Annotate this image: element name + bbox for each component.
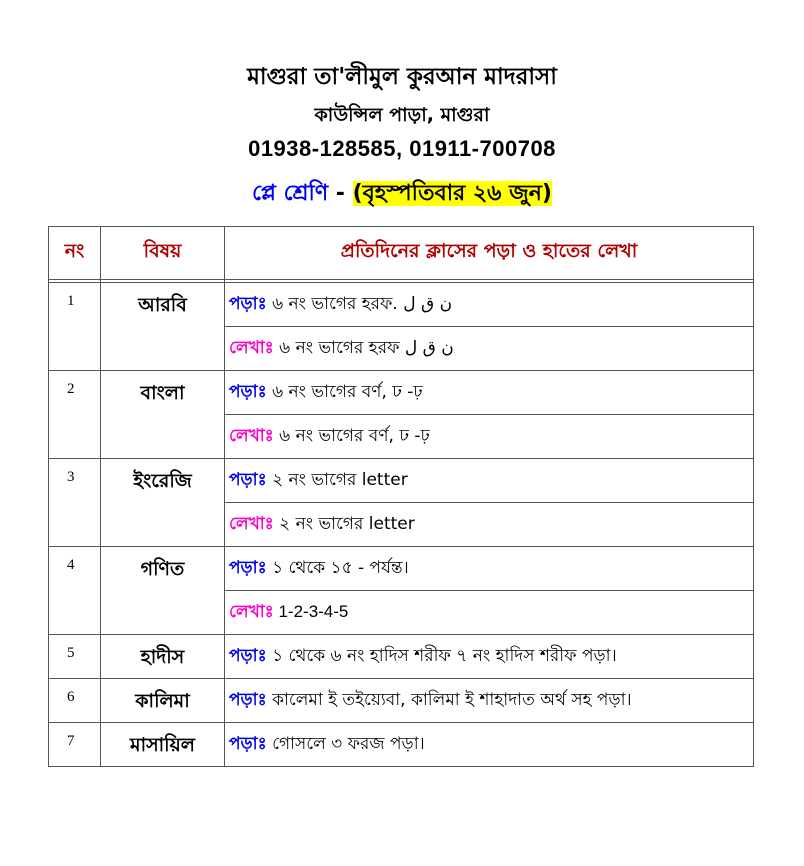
subject-name: ইংরেজি xyxy=(101,459,225,547)
writing-label: লেখাঃ xyxy=(229,601,274,622)
reading-label: পড়াঃ xyxy=(229,293,267,314)
reading-task xyxy=(225,371,754,415)
writing-label: লেখাঃ xyxy=(229,513,274,534)
row-number: 7 xyxy=(49,723,101,767)
reading-task xyxy=(225,679,754,723)
table-row xyxy=(49,371,754,415)
row-number: 2 xyxy=(49,371,101,459)
reading-text: গোসলে ৩ ফরজ পড়া। xyxy=(266,733,425,754)
reading-label: পড়াঃ xyxy=(229,689,267,710)
reading-label: পড়াঃ xyxy=(229,645,267,666)
header-number: নং xyxy=(49,227,101,280)
header-daily-work: প্রতিদিনের ক্লাসের পড়া ও হাতের লেখা xyxy=(225,227,754,280)
writing-task xyxy=(225,327,754,371)
writing-label: লেখাঃ xyxy=(229,337,274,358)
reading-task xyxy=(225,723,754,767)
reading-label: পড়াঃ xyxy=(229,557,267,578)
row-number: 4 xyxy=(49,547,101,635)
phone-numbers: 01938-128585, 01911-700708 xyxy=(248,136,556,161)
row-number: 3 xyxy=(49,459,101,547)
reading-task xyxy=(225,459,754,503)
table-row xyxy=(49,635,754,679)
reading-task xyxy=(225,283,754,327)
title-separator: - xyxy=(328,181,353,206)
school-name: মাগুরা তা'লীমুল কুরআন মাদরাসা xyxy=(247,64,557,90)
writing-task xyxy=(225,503,754,547)
table-row xyxy=(49,283,754,327)
school-address: কাউন্সিল পাড়া, মাগুরা xyxy=(314,104,490,126)
writing-task xyxy=(225,415,754,459)
reading-text: ১ থেকে ৬ নং হাদিস শরীফ ৭ নং হাদিস শরীফ পড়া। xyxy=(266,645,617,666)
table-header-row xyxy=(49,227,754,280)
writing-label: লেখাঃ xyxy=(229,425,274,446)
subject-name: আরবি xyxy=(101,283,225,371)
reading-text: ৬ নং ভাগের বর্ণ, ঢ -ঢ় xyxy=(266,381,423,402)
routine-table xyxy=(48,226,754,767)
table-row xyxy=(49,459,754,503)
header-subject: বিষয় xyxy=(101,227,225,280)
reading-text: কালেমা ই তইয়্যেবা, কালিমা ই শাহাদাত অর্থ সহ পড়া। xyxy=(266,689,632,710)
reading-label: পড়াঃ xyxy=(229,469,267,490)
writing-text: ৬ নং ভাগের বর্ণ, ঢ -ঢ় xyxy=(273,425,430,446)
writing-text: ৬ নং ভাগের হরফ ن ق ل xyxy=(273,337,454,358)
writing-text: 1-2-3-4-5 xyxy=(273,601,349,621)
table-row xyxy=(49,723,754,767)
reading-text: ২ নং ভাগের letter xyxy=(266,469,408,490)
reading-text: ১ থেকে ১৫ - পর্যন্ত। xyxy=(266,557,409,578)
reading-task xyxy=(225,547,754,591)
subject-name: হাদীস xyxy=(101,635,225,679)
subject-name: গণিত xyxy=(101,547,225,635)
reading-label: পড়াঃ xyxy=(229,733,267,754)
writing-task xyxy=(225,591,754,635)
reading-task xyxy=(225,635,754,679)
day-date: (বৃহস্পতিবার ২৬ জুন) xyxy=(352,181,552,206)
table-row xyxy=(49,679,754,723)
class-title xyxy=(0,176,804,213)
reading-text: ৬ নং ভাগের হরফ. ن ق ل xyxy=(266,293,453,314)
writing-text: ২ নং ভাগের letter xyxy=(273,513,415,534)
class-name: প্লে শ্রেণি xyxy=(252,181,329,206)
row-number: 1 xyxy=(49,283,101,371)
table-row xyxy=(49,547,754,591)
subject-name: বাংলা xyxy=(101,371,225,459)
subject-name: মাসায়িল xyxy=(101,723,225,767)
row-number: 5 xyxy=(49,635,101,679)
row-number: 6 xyxy=(49,679,101,723)
subject-name: কালিমা xyxy=(101,679,225,723)
reading-label: পড়াঃ xyxy=(229,381,267,402)
